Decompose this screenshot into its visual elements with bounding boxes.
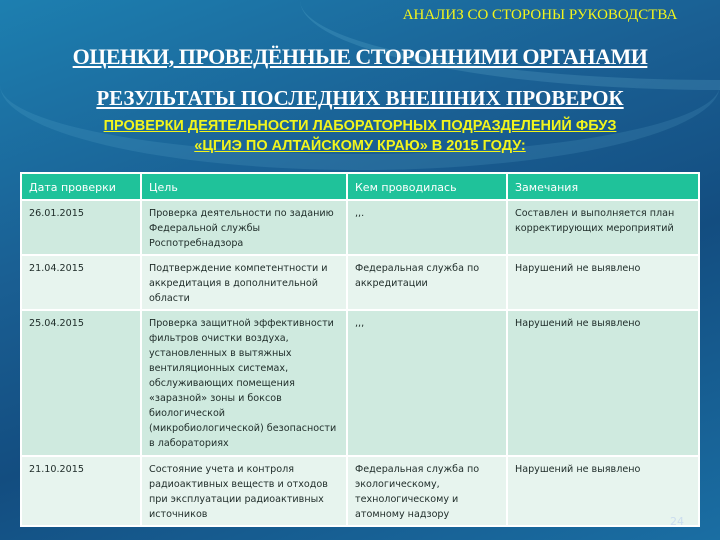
cell-remarks: Нарушений не выявлено (507, 310, 699, 456)
cell-conducted-by: ,,, (347, 310, 507, 456)
cell-goal: Состояние учета и контроля радиоактивных веществ и отходов при эксплуатации радиоактивных источников (141, 456, 347, 526)
table-row (21, 310, 699, 456)
page-number: 24 (670, 515, 684, 528)
table-heading-line2: «ЦГИЭ ПО АЛТАЙСКОМУ КРАЮ» В 2015 ГОДУ: (194, 138, 526, 154)
cell-conducted-by: Федеральная служба по экологическому, технологическому и атомному надзору (347, 456, 507, 526)
table-heading (3, 116, 717, 156)
table-heading-line1: ПРОВЕРКИ ДЕЯТЕЛЬНОСТИ ЛАБОРАТОРНЫХ ПОДРАЗДЕЛЕНИЙ ФБУЗ (103, 118, 617, 134)
table-row (21, 200, 699, 255)
section-label: АНАЛИЗ СО СТОРОНЫ РУКОВОДСТВА (402, 7, 678, 23)
cell-date: 25.04.2015 (21, 310, 141, 456)
cell-goal: Подтверждение компетентности и аккредитация в дополнительной области (141, 255, 347, 310)
table-row (21, 456, 699, 526)
cell-date: 26.01.2015 (21, 200, 141, 255)
cell-conducted-by: ,,. (347, 200, 507, 255)
inspections-table (20, 172, 700, 527)
header-remarks: Замечания (507, 173, 699, 200)
table-row (21, 255, 699, 310)
header-goal: Цель (141, 173, 347, 200)
cell-goal: Проверка защитной эффективности фильтров очистки воздуха, установленных в вытяжных вентиляционных системах, обслуживающих помещения «заразной» зоны и боксов биологической (микробиологической) безопасности в лабораториях (141, 310, 347, 456)
cell-remarks: Составлен и выполняется план корректирующих мероприятий (507, 200, 699, 255)
slide-subtitle: РЕЗУЛЬТАТЫ ПОСЛЕДНИХ ВНЕШНИХ ПРОВЕРОК (96, 86, 624, 110)
cell-date: 21.10.2015 (21, 456, 141, 526)
cell-date: 21.04.2015 (21, 255, 141, 310)
cell-remarks: Нарушений не выявлено (507, 255, 699, 310)
table-header-row (21, 173, 699, 200)
header-date: Дата проверки (21, 173, 141, 200)
slide-title: ОЦЕНКИ, ПРОВЕДЁННЫЕ СТОРОННИМИ ОРГАНАМИ (72, 44, 648, 69)
cell-remarks: Нарушений не выявлено (507, 456, 699, 526)
cell-conducted-by: Федеральная служба по аккредитации (347, 255, 507, 310)
cell-goal: Проверка деятельности по заданию Федеральной службы Роспотребнадзора (141, 200, 347, 255)
header-conducted-by: Кем проводилась (347, 173, 507, 200)
